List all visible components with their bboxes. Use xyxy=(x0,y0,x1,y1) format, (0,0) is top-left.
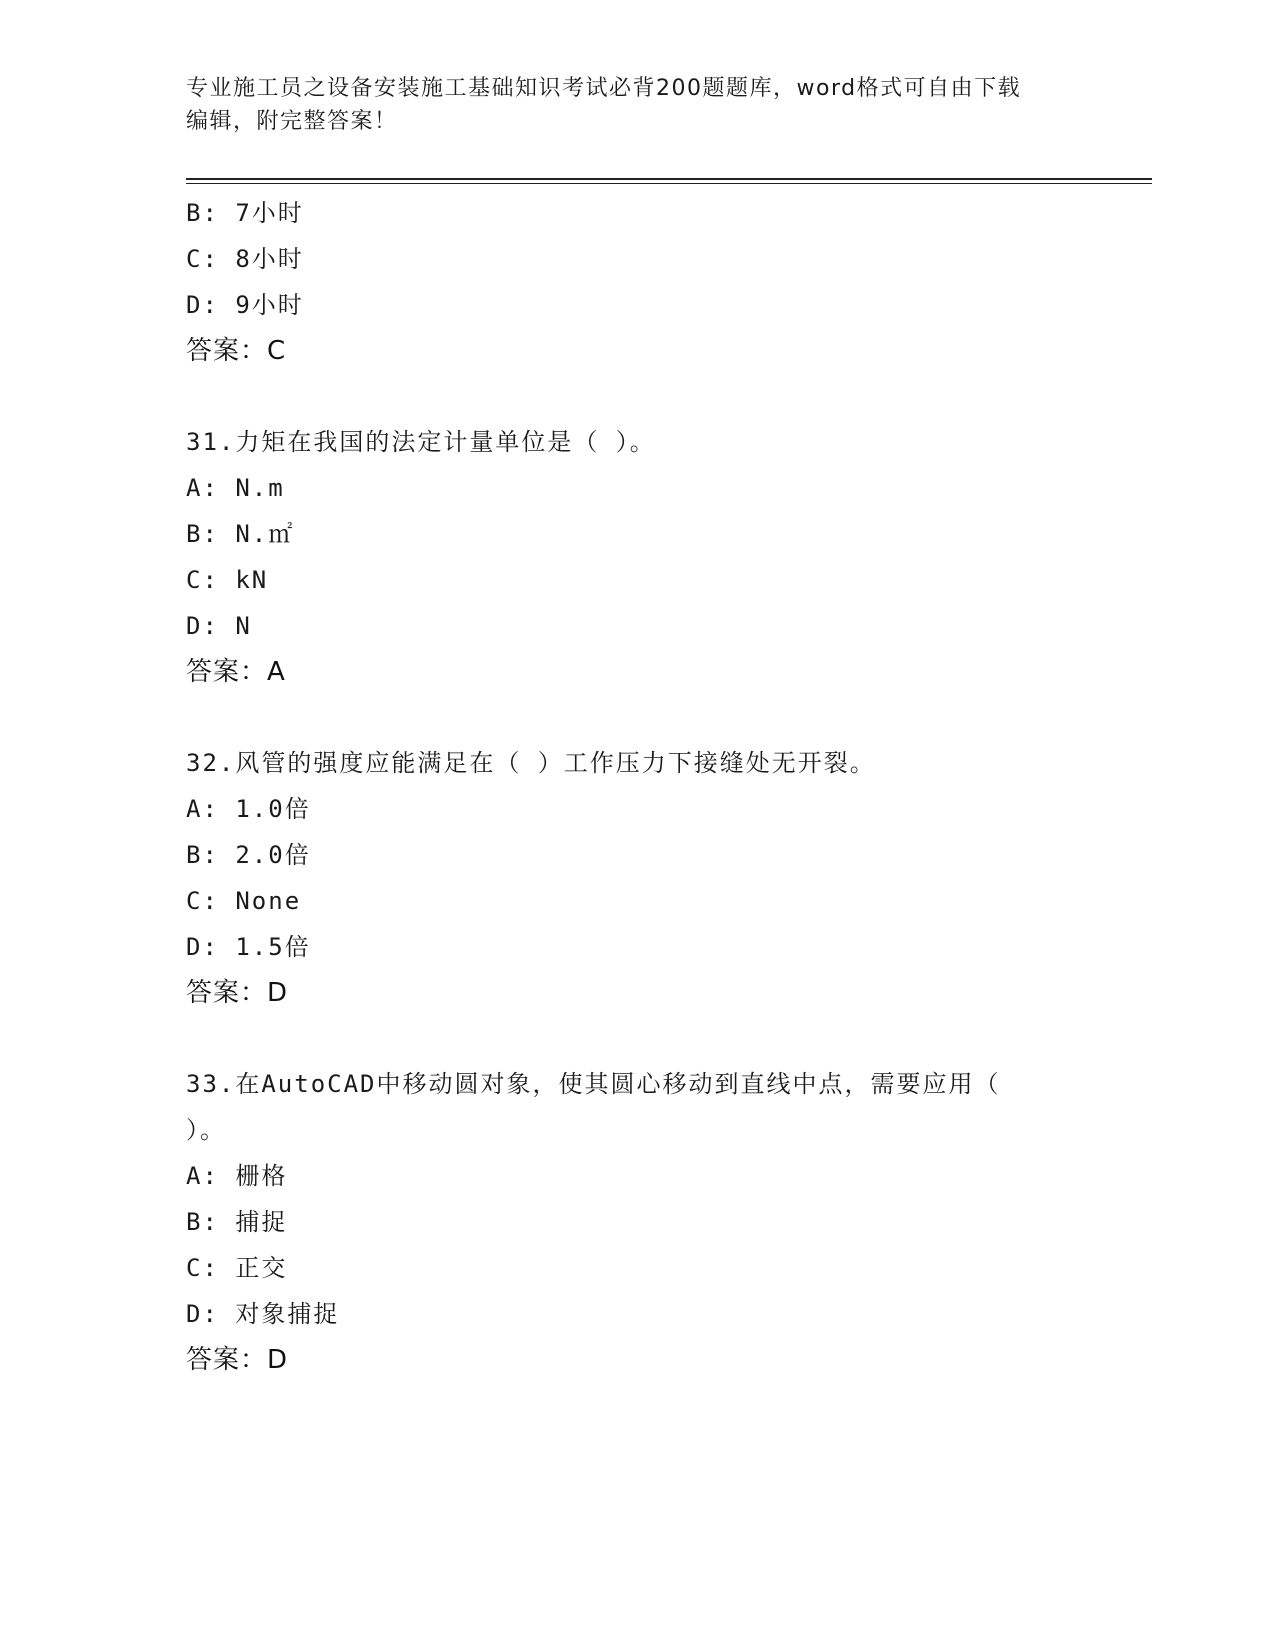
option-d: D: 对象捕捉 xyxy=(186,1300,340,1328)
option-a: A: 栅格 xyxy=(186,1162,288,1190)
question-stem: 32.风管的强度应能满足在（ ）工作压力下接缝处无开裂。 xyxy=(186,749,876,777)
answer-line: 答案：D xyxy=(186,1345,289,1375)
header-title-line-1: 专业施工员之设备安装施工基础知识考试必背200题题库，word格式可自由下载 xyxy=(186,76,1022,101)
option-a: A: 1.0倍 xyxy=(186,795,311,823)
option-a: A: N.m xyxy=(186,474,285,502)
question-32 xyxy=(186,740,1086,1016)
header-divider xyxy=(186,178,1152,180)
option-b: B: 2.0倍 xyxy=(186,841,311,869)
option-d: D: N xyxy=(186,612,252,640)
document-header xyxy=(186,72,1066,138)
question-stem-line-1: 33.在AutoCAD中移动圆对象，使其圆心移动到直线中点，需要应用（ xyxy=(186,1070,1001,1098)
question-stem-line-2: ）。 xyxy=(186,1116,226,1144)
option-d: D: 9小时 xyxy=(186,291,304,319)
option-d: D: 1.5倍 xyxy=(186,933,311,961)
question-33 xyxy=(186,1061,1086,1383)
question-list xyxy=(186,190,1086,1383)
answer-line: 答案：A xyxy=(186,657,286,687)
option-b: B: 7小时 xyxy=(186,199,304,227)
question-30-continued xyxy=(186,190,1086,374)
option-b: B: N.㎡ xyxy=(186,520,295,548)
answer-line: 答案：C xyxy=(186,336,287,366)
question-stem: 31.力矩在我国的法定计量单位是（ ）。 xyxy=(186,428,656,456)
option-b: B: 捕捉 xyxy=(186,1208,288,1236)
option-c: C: None xyxy=(186,887,302,915)
answer-line: 答案：D xyxy=(186,978,289,1008)
header-title-line-2: 编辑，附完整答案！ xyxy=(186,109,398,134)
option-c: C: kN xyxy=(186,566,269,594)
option-c: C: 8小时 xyxy=(186,245,304,273)
question-31 xyxy=(186,419,1086,695)
option-c: C: 正交 xyxy=(186,1254,288,1282)
header-divider-thin xyxy=(186,183,1152,184)
